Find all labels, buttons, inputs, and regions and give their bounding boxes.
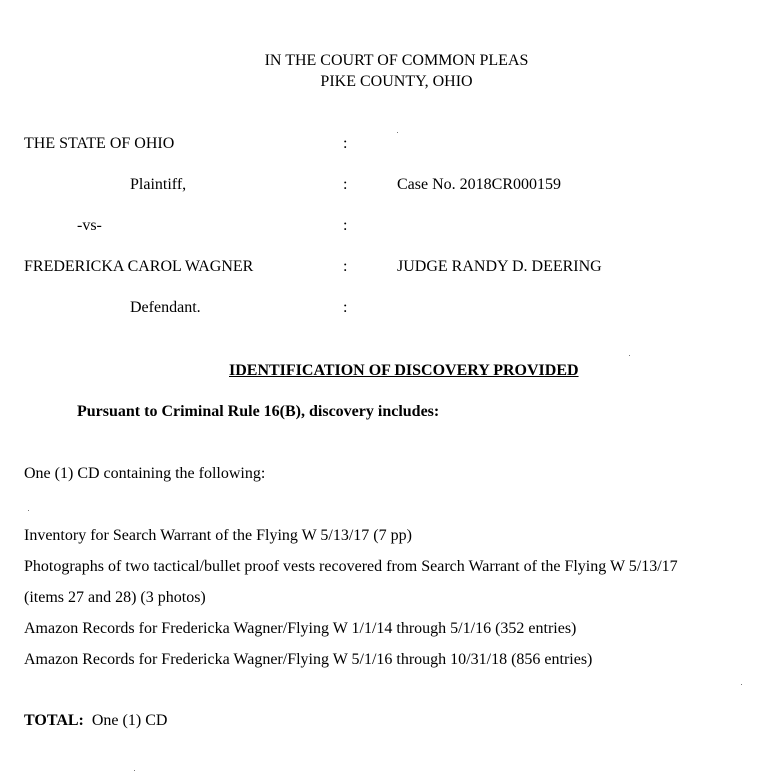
scan-speck xyxy=(134,770,135,771)
total-line xyxy=(24,711,167,731)
total-label: TOTAL: xyxy=(24,712,84,729)
scan-speck xyxy=(741,684,742,685)
caption-colon: : xyxy=(343,176,348,193)
intro-paragraph: Pursuant to Criminal Rule 16(B), discovery includes: xyxy=(77,403,440,420)
court-county: PIKE COUNTY, OHIO xyxy=(320,73,473,90)
defendant-party: FREDERICKA CAROL WAGNER xyxy=(24,258,254,275)
discovery-item: Amazon Records for Fredericka Wagner/Flying W 1/1/14 through 5/1/16 (352 entries) xyxy=(24,620,577,637)
document-title: IDENTIFICATION OF DISCOVERY PROVIDED xyxy=(229,362,579,379)
plaintiff-role: Plaintiff, xyxy=(130,176,187,193)
judge-name: JUDGE RANDY D. DEERING xyxy=(397,258,602,275)
scan-speck xyxy=(629,355,630,356)
discovery-item: Amazon Records for Fredericka Wagner/Flying W 5/1/16 through 10/31/18 (856 entries) xyxy=(24,651,593,668)
total-value: One (1) CD xyxy=(91,712,168,729)
court-name: IN THE COURT OF COMMON PLEAS xyxy=(264,52,529,69)
discovery-item-continuation: (items 27 and 28) (3 photos) xyxy=(24,589,206,606)
discovery-item: Inventory for Search Warrant of the Flying W 5/13/17 (7 pp) xyxy=(24,527,412,544)
discovery-item: Photographs of two tactical/bullet proof vests recovered from Search Warrant of the Flying W 5/13/17 xyxy=(24,558,678,575)
case-number: Case No. 2018CR000159 xyxy=(397,176,561,193)
caption-colon: : xyxy=(343,135,348,152)
scan-speck xyxy=(28,510,29,511)
versus-label: -vs- xyxy=(77,217,102,234)
caption-colon: : xyxy=(343,299,348,316)
caption-colon: : xyxy=(343,258,348,275)
plaintiff-party: THE STATE OF OHIO xyxy=(24,135,175,152)
scan-speck xyxy=(397,132,398,133)
defendant-role: Defendant. xyxy=(130,299,201,316)
caption-colon: : xyxy=(343,217,348,234)
cd-heading: One (1) CD containing the following: xyxy=(24,465,266,482)
